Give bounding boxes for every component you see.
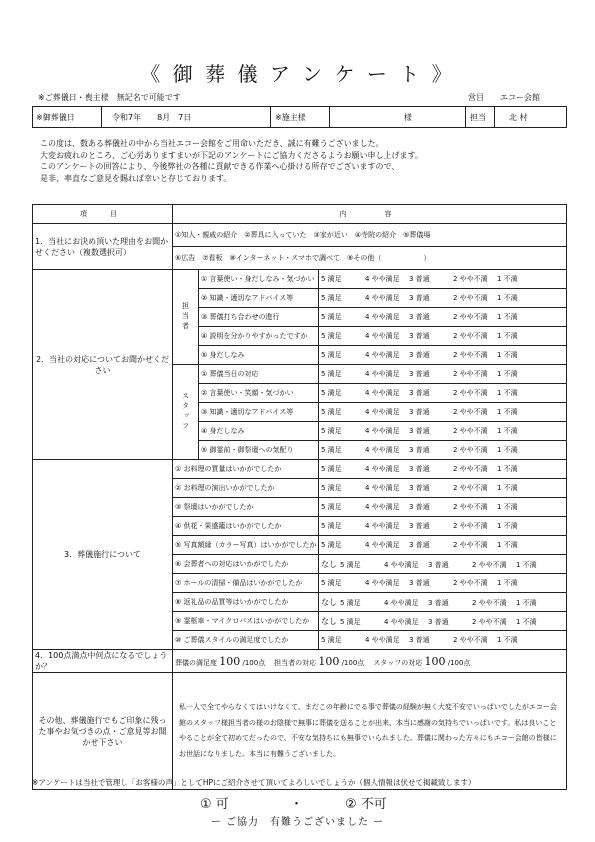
q2-g2-0-option-5[interactable]: 1 不満 [497, 370, 518, 378]
q2-g1-scale [319, 289, 567, 308]
q2-g1-1-option-1[interactable]: 5 満足 [321, 294, 342, 302]
q3-na-mark: なし [321, 559, 337, 569]
q3-6-option-2[interactable]: 4 やや満足 [365, 579, 400, 587]
intro-text: この度は、数ある葬儀社の中から当社エコー会館をご用命いただき、誠に有難うございました。 大変お疲れのところ、ご心労ありますまいが下記のアンケートにご協力くださるようお願い申し上げます。 このアンケートの回答により、今後弊社の各種に貢献できる作業へ心掛ける所存でございますので、 是非、率直なご意見を賜れば幸いと存じております。 [40, 139, 423, 183]
q4-b-label: 担当者の対応 [274, 658, 317, 667]
q2-g1-2-option-2[interactable]: 4 やや満足 [365, 313, 400, 321]
q3-2-option-5[interactable]: 1 不満 [497, 503, 518, 511]
q3-5-option-5[interactable]: 1 不満 [516, 560, 537, 569]
q3-6-option-5[interactable]: 1 不満 [497, 579, 518, 587]
q2-g2-2-option-5[interactable]: 1 不満 [497, 408, 518, 416]
q2-g2-1-option-2[interactable]: 4 やや満足 [365, 389, 400, 397]
q3-8-option-1[interactable]: 5 満足 [340, 617, 361, 626]
q2-g2-4-option-1[interactable]: 5 満足 [321, 446, 342, 454]
consent-no[interactable]: ② 不可 [345, 797, 387, 812]
footnote: ※アンケートは当社で管理し「お客様の声」としてHPにご紹介させて頂いてよろしいでしょうか（個人情報は伏せて掲載致します） [32, 778, 476, 787]
date-value[interactable]: 令和7年 8月 7日 [112, 112, 192, 122]
q3-scale [319, 479, 567, 498]
q2-g2-2-option-4[interactable]: 2 やや不満 [453, 408, 488, 416]
staff-name[interactable]: 北 村 [509, 112, 528, 122]
q3-5-option-4[interactable]: 2 やや不満 [472, 560, 507, 569]
q2-g2-1-option-5[interactable]: 1 不満 [497, 389, 518, 397]
q2-g1-0-option-4[interactable]: 2 やや不満 [453, 275, 488, 283]
q3-7-option-5[interactable]: 1 不満 [516, 598, 537, 607]
q3-item: ⑤ 写真額縁（カラー写真）はいかがでしたか [173, 536, 319, 555]
q2-g2-item: ① 葬儀当日の対応 [199, 365, 319, 384]
q3-scale [319, 574, 567, 593]
q3-2-option-3[interactable]: 3 普通 [409, 503, 430, 511]
q2-g1-4-option-4[interactable]: 2 やや不満 [453, 351, 488, 359]
q3-item: ⑧ 返礼品の品質等はいかがでしたか [173, 593, 319, 612]
q3-4-option-2[interactable]: 4 やや満足 [365, 541, 400, 549]
q2-g1-4-option-2[interactable]: 4 やや満足 [365, 351, 400, 359]
q3-1-option-5[interactable]: 1 不満 [497, 484, 518, 492]
q4-a-score[interactable]: 100 [219, 654, 241, 668]
q2-g1-1-option-5[interactable]: 1 不満 [497, 294, 518, 302]
q2-g1-scale [319, 327, 567, 346]
q2-g1-3-option-5[interactable]: 1 不満 [497, 332, 518, 340]
consent-separator: ・ [290, 797, 304, 812]
q2-g2-0-option-4[interactable]: 2 やや不満 [453, 370, 488, 378]
staff-label: 担当 [465, 106, 495, 128]
q2-g1-3-option-3[interactable]: 3 普通 [409, 332, 430, 340]
q2-g1-scale [319, 346, 567, 365]
q3-scale [319, 555, 567, 574]
q3-9-option-3[interactable]: 3 普通 [409, 636, 430, 644]
q3-2-option-4[interactable]: 2 やや不満 [453, 503, 488, 511]
q3-7-option-4[interactable]: 2 やや不満 [472, 598, 507, 607]
q3-8-option-5[interactable]: 1 不満 [516, 617, 537, 626]
q2-g1-4-option-3[interactable]: 3 普通 [409, 351, 430, 359]
q2-g2-1-option-3[interactable]: 3 普通 [409, 389, 430, 397]
q2-g1-item: ① 言葉使い・身だしなみ・気づかい [199, 270, 319, 289]
q2-g2-1-option-1[interactable]: 5 満足 [321, 389, 342, 397]
q4-c-score[interactable]: 100 [424, 654, 446, 668]
q3-item: ① お料理の質量はいかがでしたか [173, 460, 319, 479]
page-title: 《 御 葬 儀 ア ン ケ ー ト 》 [140, 62, 455, 86]
q3-5-option-1[interactable]: 5 満足 [340, 560, 361, 569]
q1-options-1[interactable]: ①知人・親戚の紹介 ②葬具に入っていた ③家が近い ④寺院の紹介 ⑤葬儀場 [173, 224, 567, 247]
q3-6-option-3[interactable]: 3 普通 [409, 579, 430, 587]
q1-label: 1．当社にお決め頂いた理由をお聞かせください（複数選択可） [33, 224, 173, 270]
q3-0-option-1[interactable]: 5 満足 [321, 465, 342, 473]
q3-scale [319, 536, 567, 555]
q3-scale [319, 631, 567, 650]
q3-1-option-4[interactable]: 2 やや不満 [453, 484, 488, 492]
mourner-suffix: 様 [404, 112, 412, 122]
q2-g2-0-option-2[interactable]: 4 やや満足 [365, 370, 400, 378]
header-item: 項 目 [33, 205, 173, 224]
header-content: 内 容 [173, 205, 567, 224]
q3-9-option-1[interactable]: 5 満足 [321, 636, 342, 644]
q3-4-option-3[interactable]: 3 普通 [409, 541, 430, 549]
q3-9-option-5[interactable]: 1 不満 [497, 636, 518, 644]
q2-g2-3-option-3[interactable]: 3 普通 [409, 427, 430, 435]
q2-g1-2-option-3[interactable]: 3 普通 [409, 313, 430, 321]
q4-b-unit: /100点 [341, 658, 365, 667]
comment-text[interactable]: 私一人で全てやらなくてはいけなくて、まだこの年齢にでる事で葬儀の経験が無く大変不安でいっぱいでしたがエコー会館のスタッフ様担当者の様のお陰様で無事に葬儀を送ることが出来、本当に感謝の気持ちでいっぱいです。私は良いことやることが全て初めてだったので、不安な気持ちにも無事でいられました。葬儀に関わった方々にもエコー会館の皆様にお世話になりました。本当に有難うございました。 [173, 673, 567, 790]
survey-table [32, 204, 567, 790]
q3-scale [319, 593, 567, 612]
q2-g1-0-option-3[interactable]: 3 普通 [409, 275, 430, 283]
q3-0-option-3[interactable]: 3 普通 [409, 465, 430, 473]
q4-c-label: スタッフの対応 [373, 658, 423, 667]
q2-g1-3-option-1[interactable]: 5 満足 [321, 332, 342, 340]
q2-g1-2-option-5[interactable]: 1 不満 [497, 313, 518, 321]
q2-g1-3-option-4[interactable]: 2 やや不満 [453, 332, 488, 340]
q2-group1-label: 担当者 [173, 270, 199, 365]
q3-8-option-4[interactable]: 2 やや不満 [472, 617, 507, 626]
office-name: エコー会館 [500, 93, 540, 102]
q3-8-option-2[interactable]: 4 やや満足 [384, 617, 419, 626]
q4-c-unit: /100点 [447, 658, 471, 667]
q2-g1-scale [319, 270, 567, 289]
q2-g1-item: ⑤ 身だしなみ [199, 346, 319, 365]
q3-4-option-1[interactable]: 5 満足 [321, 541, 342, 549]
q2-g2-3-option-1[interactable]: 5 満足 [321, 427, 342, 435]
top-note: ※ご葬儀日・喪主様 無記名で可能です [38, 93, 181, 102]
q3-6-option-1[interactable]: 5 満足 [321, 579, 342, 587]
q2-g1-item: ③ 葬儀打ち合わせの進行 [199, 308, 319, 327]
q3-7-option-3[interactable]: 3 普通 [428, 598, 449, 607]
q3-9-option-4[interactable]: 2 やや不満 [453, 636, 488, 644]
q4-label: 4．100点満点中何点になるでしょうか？ [33, 650, 173, 673]
q2-g1-0-option-2[interactable]: 4 やや満足 [365, 275, 400, 283]
q2-g2-0-option-1[interactable]: 5 満足 [321, 370, 342, 378]
q2-g2-4-option-2[interactable]: 4 やや満足 [365, 446, 400, 454]
q2-g2-item: ③ 知識・適切なアドバイス等 [199, 403, 319, 422]
q2-g1-3-option-2[interactable]: 4 やや満足 [365, 332, 400, 340]
q2-g1-4-option-1[interactable]: 5 満足 [321, 351, 342, 359]
q4-b-score[interactable]: 100 [318, 654, 340, 668]
q3-label: 3．葬儀施行について [33, 460, 173, 650]
q3-na-mark: なし [321, 616, 337, 626]
q3-0-option-4[interactable]: 2 やや不満 [453, 465, 488, 473]
q2-g2-2-option-2[interactable]: 4 やや満足 [365, 408, 400, 416]
q2-g2-4-option-3[interactable]: 3 普通 [409, 446, 430, 454]
q2-g2-3-option-5[interactable]: 1 不満 [497, 427, 518, 435]
q2-g2-scale [319, 365, 567, 384]
q2-g2-2-option-1[interactable]: 5 満足 [321, 408, 342, 416]
q1-options-2[interactable]: ⑥広告 ⑦看板 ⑧インターネット・スマホで調べて ⑨その他（ ） [173, 247, 567, 270]
q3-scale [319, 460, 567, 479]
q3-7-option-2[interactable]: 4 やや満足 [384, 598, 419, 607]
q2-g2-item: ② 言葉使い・笑顔・気づかい [199, 384, 319, 403]
q3-0-option-2[interactable]: 4 やや満足 [365, 465, 400, 473]
q4-scores[interactable] [173, 650, 567, 673]
q2-g2-scale [319, 422, 567, 441]
q2-g2-scale [319, 441, 567, 460]
q2-g1-item: ④ 説明を分かりやすかったですか [199, 327, 319, 346]
mourner-label: ※施主様 [270, 106, 330, 128]
q2-g2-item: ⑤ 御霊前・御祭壇への気配り [199, 441, 319, 460]
q2-g2-scale [319, 384, 567, 403]
q3-2-option-1[interactable]: 5 満足 [321, 503, 342, 511]
comment-label: その他、葬儀施行でもご印象に残った事やお気づきの点・ご意見等お聞かせ下さい [33, 673, 173, 790]
q3-4-option-4[interactable]: 2 やや不満 [453, 541, 488, 549]
q3-3-option-4[interactable]: 2 やや不満 [453, 522, 488, 530]
q3-item: ② お料理の演出いかがでしたか [173, 479, 319, 498]
q3-0-option-5[interactable]: 1 不満 [497, 465, 518, 473]
q2-g2-4-option-5[interactable]: 1 不満 [497, 446, 518, 454]
q2-g2-3-option-2[interactable]: 4 やや満足 [365, 427, 400, 435]
date-label: ※御葬儀日 [32, 106, 102, 128]
q3-1-option-2[interactable]: 4 やや満足 [365, 484, 400, 492]
q2-g1-1-option-4[interactable]: 2 やや不満 [453, 294, 488, 302]
q3-scale [319, 517, 567, 536]
q4-a-label: 葬儀の満足度 [175, 658, 217, 667]
q3-3-option-3[interactable]: 3 普通 [409, 522, 430, 530]
q2-group2-label: スタッフ [173, 365, 199, 460]
q3-scale [319, 612, 567, 631]
q3-item: ⑩ ご葬儀スタイルの満足度でしたか [173, 631, 319, 650]
q2-g1-2-option-1[interactable]: 5 満足 [321, 313, 342, 321]
q3-item: ⑥ 会葬者への対応はいかがでしたか [173, 555, 319, 574]
q2-g2-0-option-3[interactable]: 3 普通 [409, 370, 430, 378]
q3-1-option-3[interactable]: 3 普通 [409, 484, 430, 492]
q2-g1-0-option-5[interactable]: 1 不満 [497, 275, 518, 283]
q3-item: ⑦ ホールの清掃・備品はいかがでしたか [173, 574, 319, 593]
q3-2-option-2[interactable]: 4 やや満足 [365, 503, 400, 511]
q2-g2-4-option-4[interactable]: 2 やや不満 [453, 446, 488, 454]
q3-item: ④ 供花・果盛籠はいかがでしたか [173, 517, 319, 536]
q3-4-option-5[interactable]: 1 不満 [497, 541, 518, 549]
q2-g1-0-option-1[interactable]: 5 満足 [321, 275, 342, 283]
consent-yes[interactable]: ① 可 [200, 797, 229, 812]
q3-3-option-5[interactable]: 1 不満 [497, 522, 518, 530]
q2-g1-4-option-5[interactable]: 1 不満 [497, 351, 518, 359]
q3-6-option-4[interactable]: 2 やや不満 [453, 579, 488, 587]
q4-a-unit: /100点 [242, 658, 266, 667]
q3-scale [319, 498, 567, 517]
q3-7-option-1[interactable]: 5 満足 [340, 598, 361, 607]
q3-item: ⑨ 霊柩車・マイクロバスはいかがでしたか [173, 612, 319, 631]
q3-3-option-1[interactable]: 5 満足 [321, 522, 342, 530]
q2-g1-1-option-3[interactable]: 3 普通 [409, 294, 430, 302]
q2-g2-1-option-4[interactable]: 2 やや不満 [453, 389, 488, 397]
q2-g1-scale [319, 308, 567, 327]
q2-g2-2-option-3[interactable]: 3 普通 [409, 408, 430, 416]
q3-5-option-2[interactable]: 4 やや満足 [384, 560, 419, 569]
q2-g1-item: ② 知識・適切なアドバイス等 [199, 289, 319, 308]
q3-item: ③ 祭壇はいかがでしたか [173, 498, 319, 517]
q2-g1-2-option-4[interactable]: 2 やや不満 [453, 313, 488, 321]
q2-label: 2．当社の対応についてお聞かせください [33, 270, 173, 460]
q3-8-option-3[interactable]: 3 普通 [428, 617, 449, 626]
q3-1-option-1[interactable]: 5 満足 [321, 484, 342, 492]
q3-9-option-2[interactable]: 4 やや満足 [365, 636, 400, 644]
q3-5-option-3[interactable]: 3 普通 [428, 560, 449, 569]
q2-g2-scale [319, 403, 567, 422]
q2-g1-1-option-2[interactable]: 4 やや満足 [365, 294, 400, 302]
q2-g2-item: ④ 身だしなみ [199, 422, 319, 441]
office-label: 営目 [468, 93, 484, 102]
q3-3-option-2[interactable]: 4 やや満足 [365, 522, 400, 530]
q3-na-mark: なし [321, 597, 337, 607]
q2-g2-3-option-4[interactable]: 2 やや不満 [453, 427, 488, 435]
thanks-text: ー ご協力 有難うございました ー [210, 817, 385, 828]
